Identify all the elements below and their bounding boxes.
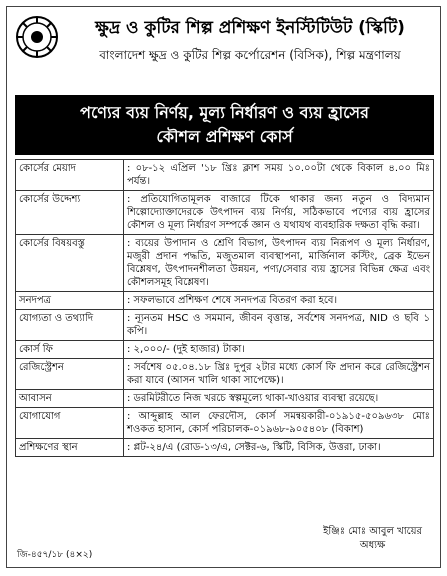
row-label: আবাসন [16,390,124,408]
reference-number: জি-৪৫৭/১৮ (৪×২) [17,550,93,560]
table-row [16,341,434,359]
table-row [16,408,434,439]
row-value: : প্রতিযোগিতামূলক বাজারে টিকে থাকার জন্য নতুন ও বিদ্যমান শিল্পোদ্যোক্তাদেরকে উৎপাদন ব্যয় নির্ণয়, সঠিকভাবে পণ্যের ব্যয় হ্রাসের কৌশল ও মূল্য নির্ধারণ সম্পর্কে জ্ঞান ও যথাযথ ব্যবহারিক দক্ষতা বৃদ্ধি করা। [124,191,434,235]
row-label: কোর্স ফি [16,341,124,359]
row-value: : ০৮-১২ এপ্রিল '১৮ খ্রিঃ ক্লাশ সময় ১০.০০টা থেকে বিকাল ৪.০০ মিঃ পর্যন্ত। [124,160,434,191]
row-label: কোর্সের বিষয়বস্তু [16,235,124,292]
row-value: : ব্যয়ের উপাদান ও শ্রেণি বিভাগ, উৎপাদন ব্যয় নিরূপণ ও মূল্য নির্ধারণ, মজুরী প্রদান পদ্ধতি, মজুতমাল ব্যবস্থাপনা, মার্জিনাল কস্টিং, ব্রেক ইভেন বিশ্লেষণ, উৎপাদনশীলতা উন্নয়ন, পণ্য/সেবার ব্যয় হ্রাসের বিভিন্ন ক্ষেত্র এবং কৌশলসমূহ বিশ্লেষণ। [124,235,434,292]
row-value: : প্লট-২৪/এ (রোড-১৩/এ, সেক্টর-৬, স্কিটি, বিসিক, উত্তরা, ঢাকা। [124,439,434,457]
course-title-line-1: পণ্যের ব্যয় নির্ণয়, মূল্য নির্ধারণ ও ব্যয় হ্রাসের [80,103,369,122]
row-value: : সফলভাবে প্রশিক্ষণ শেষে সনদপত্র বিতরণ করা হবে। [124,292,434,310]
advertisement-page [6,6,441,568]
org-subtitle: বাংলাদেশ ক্ষুদ্র ও কুটির শিল্প কর্পোরেশন (বিসিক), শিল্প মন্ত্রণালয় [99,48,401,62]
course-info-table [15,159,434,457]
row-label: কোর্সের মেয়াদ [16,160,124,191]
table-row [16,160,434,191]
table-row [16,191,434,235]
row-value: : ডরমিটরীতে নিজ খরচে স্বল্পমূল্যে থাকা-খাওয়ার ব্যবস্থা রয়েছে। [124,390,434,408]
row-label: সনদপত্র [16,292,124,310]
row-label: প্রশিক্ষণের স্থান [16,439,124,457]
row-value: : ২,০০০/- (দুই হাজার) টাকা। [124,341,434,359]
org-title: ক্ষুদ্র ও কুটির শিল্প প্রশিক্ষণ ইনস্টিটিউট (স্কিটি) [95,18,405,38]
row-label: যোগ্যতা ও তথ্যাদি [16,310,124,341]
table-row [16,359,434,390]
table-row [16,235,434,292]
row-label: যোগাযোগ [16,408,124,439]
row-value: : ন্যূনতম HSC ও সমমান, জীবন বৃত্তান্ত, সর্বশেষ সনদপত্র, NID ও ছবি ১ কপি। [124,310,434,341]
table-row [16,310,434,341]
header [7,7,440,93]
course-title-line-2: কৌশল প্রশিক্ষণ কোর্স [156,127,293,146]
signature-block [323,525,422,553]
signatory-name: ইঞ্জিঃ মোঃ আবুল খায়ের [323,526,422,537]
row-value: : আব্দুল্লাহ আল ফেরদৌস, কোর্স সমন্বয়কারী-০১৯১৫-৫০৯৬৩৮ মোঃ শওকত হাসান, কোর্স পরিচালক-০১৯৬৮-৯০৫৪০৮ (বিকাশ) [124,408,434,439]
table-row [16,390,434,408]
row-label: রেজিস্ট্রেশন [16,359,124,390]
signatory-title: অধ্যক্ষ [359,540,386,551]
bscic-emblem-icon [15,15,59,59]
table-row [16,292,434,310]
course-title-banner [15,95,434,155]
table-row [16,439,434,457]
row-value: : সর্বশেষ ০৫.০৪.১৮ খ্রিঃ দুপুর ২টার মধ্যে কোর্স ফি প্রদান করে রেজিস্ট্রেশন করা যাবে (আসন খালি থাকা সাপেক্ষে)। [124,359,434,390]
row-label: কোর্সের উদ্দেশ্য [16,191,124,235]
